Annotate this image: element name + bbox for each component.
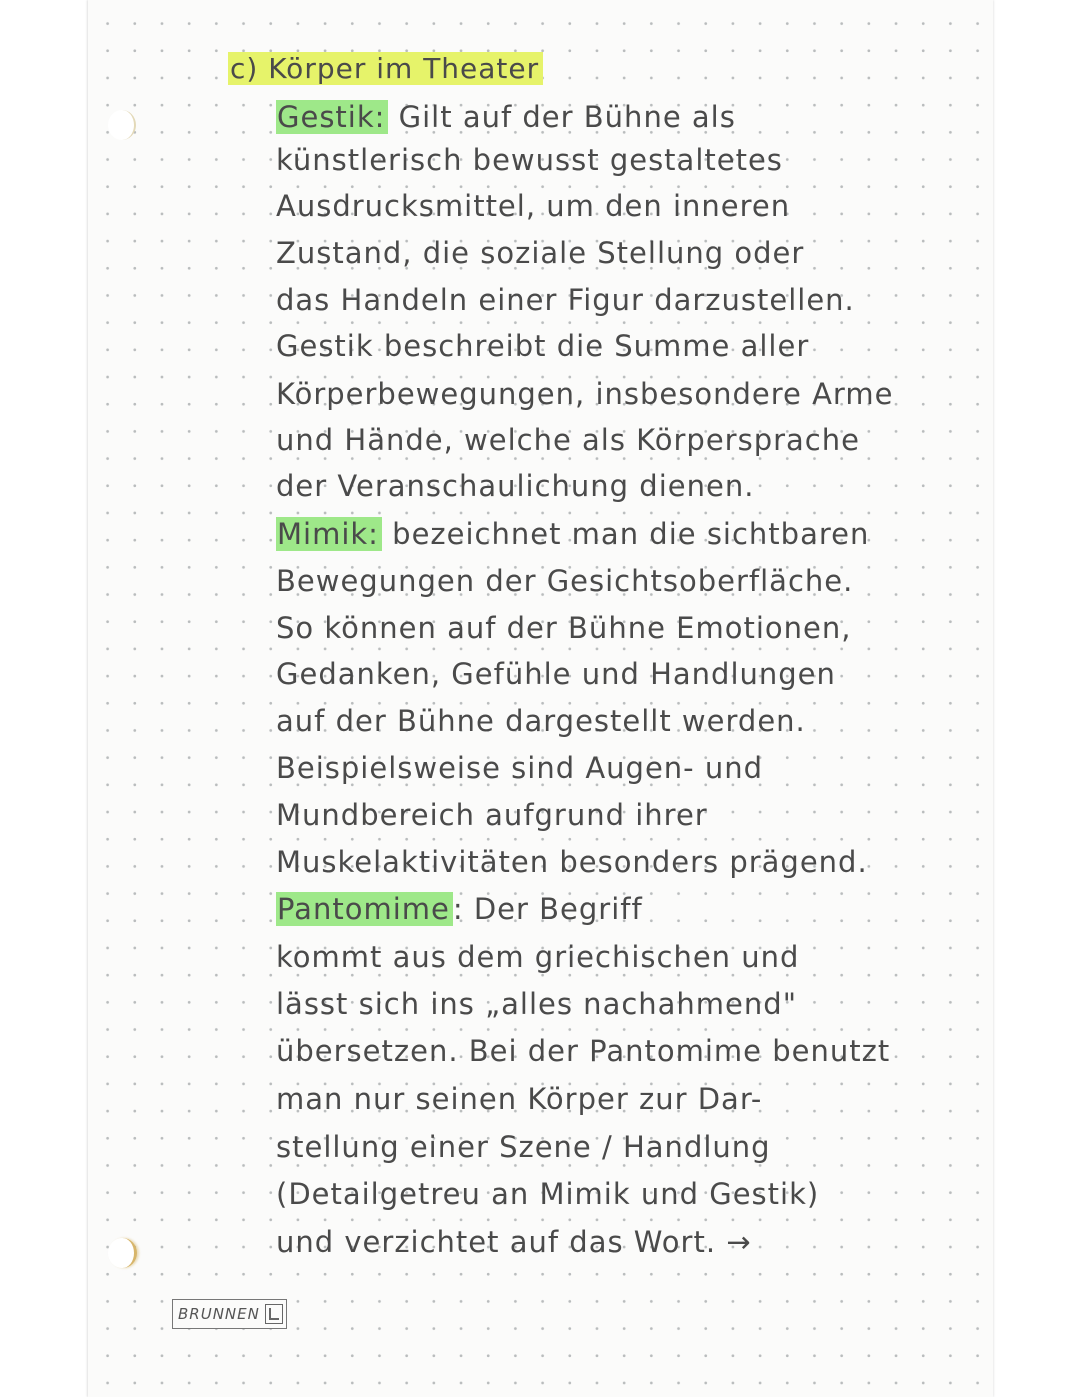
punch-hole-top [108, 110, 136, 140]
text-line: übersetzen. Bei der Pantomime benutzt [276, 1034, 891, 1068]
mimik-first-line [276, 517, 869, 561]
text-line: der Veranschaulichung dienen. [276, 469, 755, 503]
text-line: Ausdrucksmittel, um den inneren [276, 189, 791, 223]
text-line: und Hände, welche als Körpersprache [276, 423, 860, 457]
text-line: Bewegungen der Gesichtsoberfläche. [276, 564, 854, 598]
text-line: Mundbereich aufgrund ihrer [276, 798, 708, 832]
brunnen-logo [172, 1299, 287, 1329]
page-heading [228, 52, 543, 96]
text-line: Muskelaktivitäten besonders prägend. [276, 845, 868, 879]
text-line: man nur seinen Körper zur Dar- [276, 1082, 763, 1116]
text-line: So können auf der Bühne Emotionen, [276, 611, 852, 645]
text-line: das Handeln einer Figur darzustellen. [276, 283, 855, 317]
pantomime-first-line [276, 892, 643, 936]
text-line: Zustand, die soziale Stellung oder [276, 236, 805, 270]
heading-text: c) Körper im Theater [228, 52, 543, 85]
text-line: künstlerisch bewusst gestaltetes [276, 143, 783, 177]
text-line: stellung einer Szene / Handlung [276, 1130, 771, 1164]
term-mimik: Mimik: [276, 517, 382, 551]
punch-hole-bottom [108, 1238, 137, 1268]
term-pantomime: Pantomime [276, 892, 453, 926]
text-line: auf der Bühne dargestellt werden. [276, 704, 806, 738]
brunnen-mark-icon [265, 1304, 283, 1324]
text-line: (Detailgetreu an Mimik und Gestik) [276, 1177, 820, 1211]
text-line: Gedanken, Gefühle und Handlungen [276, 657, 836, 691]
text-line: kommt aus dem griechischen und [276, 940, 800, 974]
gestik-intro: Gilt auf der Bühne als [388, 100, 736, 134]
text-line: Beispielsweise sind Augen- und [276, 751, 764, 785]
pantomime-intro: : Der Begriff [452, 892, 643, 926]
text-line: und verzichtet auf das Wort. → [276, 1225, 752, 1259]
brand-text: BRUNNEN [178, 1305, 260, 1323]
text-line: Gestik beschreibt die Summe aller [276, 329, 810, 363]
text-line: Körperbewegungen, insbesondere Arme [276, 377, 894, 411]
term-gestik: Gestik: [276, 100, 388, 134]
gestik-first-line [276, 100, 736, 144]
mimik-intro: bezeichnet man die sichtbaren [381, 517, 870, 551]
text-line: lässt sich ins „alles nachahmend" [276, 987, 798, 1021]
